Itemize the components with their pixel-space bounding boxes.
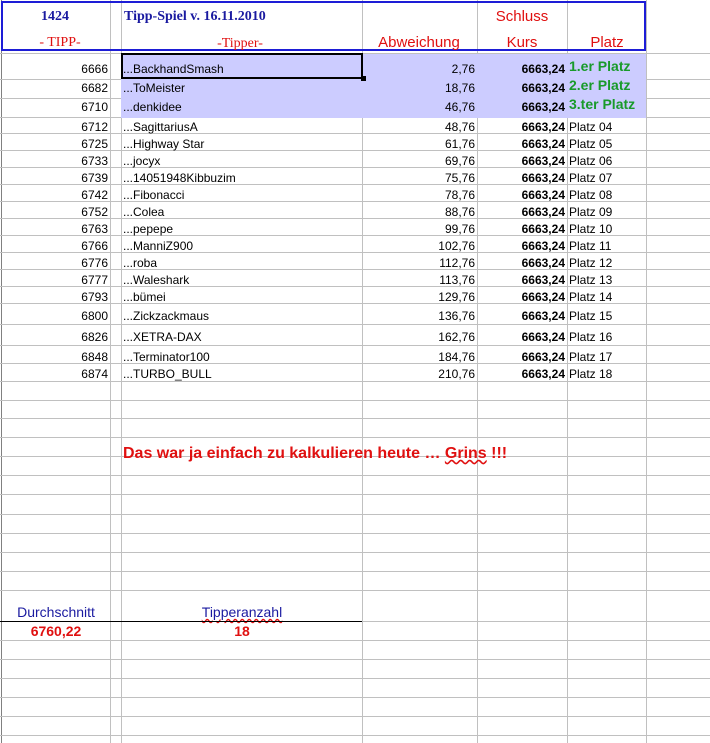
summary-rule [0,621,362,622]
kurs-cell[interactable]: 6663,24 [521,137,565,151]
platz-cell[interactable]: Platz 09 [569,205,613,219]
col-header-tipp[interactable]: - TIPP- [39,35,81,50]
kurs-cell[interactable]: 6663,24 [521,205,565,219]
tipper-cell[interactable]: ...roba [123,256,158,270]
count-label[interactable] [122,604,362,621]
abweichung-cell[interactable]: 61,76 [444,137,475,151]
platz-cell[interactable]: Platz 11 [569,239,612,253]
comment-end: !!! [486,445,508,462]
platz-cell[interactable]: Platz 07 [569,171,613,185]
tipp-cell[interactable]: 6710 [81,100,108,114]
platz-cell[interactable]: Platz 06 [569,154,613,168]
tipp-cell[interactable]: 6800 [81,309,108,323]
kurs-cell[interactable]: 6663,24 [521,350,565,364]
tipp-cell[interactable]: 6666 [81,62,108,76]
row-gridline [0,533,710,534]
col-header-abweichung[interactable]: Abweichung [378,34,460,51]
kurs-cell[interactable]: 6663,24 [521,62,565,76]
tipper-cell[interactable]: ...ManniZ900 [123,239,194,253]
col-header-kurs[interactable]: Kurs [506,34,538,51]
platz-cell[interactable]: 3.ter Platz [569,96,636,112]
platz-cell[interactable]: 1.er Platz [569,58,631,74]
row-gridline [0,678,710,679]
abweichung-cell[interactable]: 129,76 [438,290,475,304]
count-label-text: Tipperanzahl [201,604,283,620]
game-title[interactable]: Tipp-Spiel v. 16.11.2010 [124,9,266,24]
row-gridline [0,659,710,660]
kurs-cell[interactable]: 6663,24 [521,120,565,134]
kurs-cell[interactable]: 6663,24 [521,367,565,381]
platz-cell[interactable]: Platz 13 [569,273,613,287]
tipper-cell[interactable]: ...jocyx [123,154,161,168]
kurs-cell[interactable]: 6663,24 [521,256,565,270]
avg-label[interactable]: Durchschnitt [17,604,95,620]
tipp-cell[interactable]: 6712 [81,120,108,134]
row-gridline [0,697,710,698]
row-gridline [0,590,710,591]
row-gridline [0,640,710,641]
tipp-cell[interactable]: 6733 [81,154,108,168]
tipp-cell[interactable]: 6777 [81,273,108,287]
abweichung-cell[interactable]: 88,76 [444,205,475,219]
tip-count[interactable]: 1424 [41,9,69,24]
tipper-cell[interactable]: ...denkidee [123,100,182,114]
comment-grins: Grins [444,445,487,462]
row-gridline [0,571,710,572]
platz-cell[interactable]: Platz 05 [569,137,613,151]
tipper-cell[interactable]: ...Terminator100 [123,350,210,364]
platz-cell[interactable]: Platz 15 [569,309,613,323]
col-header-platz[interactable]: Platz [590,34,624,51]
platz-cell[interactable]: Platz 12 [569,256,613,270]
row-gridline [0,514,710,515]
comment-main: Das war ja einfach zu kalkulieren heute … [123,445,445,462]
tipper-cell[interactable]: ...Zickzackmaus [123,309,210,323]
kurs-cell[interactable]: 6663,24 [521,290,565,304]
tipper-cell[interactable]: ...XETRA-DAX [123,330,202,344]
tipp-cell[interactable]: 6725 [81,137,108,151]
tipp-cell[interactable]: 6763 [81,222,108,236]
avg-value[interactable]: 6760,22 [30,623,82,639]
tipper-cell[interactable]: ...pepepe [123,222,174,236]
tipper-cell[interactable]: ...bümei [123,290,166,304]
fill-handle[interactable] [361,76,366,81]
selected-cell[interactable] [121,53,363,79]
kurs-cell[interactable]: 6663,24 [521,239,565,253]
tipp-cell[interactable]: 6874 [81,367,108,381]
abweichung-cell[interactable]: 184,76 [438,350,475,364]
tipper-cell[interactable]: ...TURBO_BULL [123,367,212,381]
tipp-cell[interactable]: 6766 [81,239,108,253]
kurs-cell[interactable]: 6663,24 [521,100,565,114]
count-value[interactable]: 18 [234,623,250,639]
platz-cell[interactable]: Platz 04 [569,120,613,134]
kurs-cell[interactable]: 6663,24 [521,171,565,185]
abweichung-cell[interactable]: 112,76 [439,256,475,270]
abweichung-cell[interactable]: 99,76 [444,222,475,236]
comment-text[interactable] [123,444,507,464]
abweichung-cell[interactable]: 48,76 [444,120,475,134]
row-gridline [0,400,710,401]
row-gridline [0,475,710,476]
tipp-cell[interactable]: 6776 [81,256,108,270]
row-gridline [0,735,710,736]
abweichung-cell[interactable]: 2,76 [451,62,475,76]
abweichung-cell[interactable]: 162,76 [438,330,475,344]
kurs-cell[interactable]: 6663,24 [521,188,565,202]
row-gridline [0,716,710,717]
tipper-cell[interactable]: ...SagittariusA [123,120,198,134]
tipper-cell[interactable]: ...Highway Star [123,137,205,151]
abweichung-cell[interactable]: 18,76 [444,81,475,95]
kurs-cell[interactable]: 6663,24 [521,222,565,236]
kurs-cell[interactable]: 6663,24 [521,273,565,287]
tipper-cell[interactable]: ...BackhandSmash [123,62,224,76]
column-gridline [110,0,111,743]
tipp-cell[interactable]: 6848 [81,350,108,364]
abweichung-cell[interactable]: 210,76 [438,367,475,381]
row-gridline [0,418,710,419]
kurs-cell[interactable]: 6663,24 [521,154,565,168]
platz-cell[interactable]: Platz 14 [569,290,613,304]
tipp-cell[interactable]: 6752 [81,205,108,219]
abweichung-cell[interactable]: 46,76 [444,100,475,114]
tipper-cell[interactable]: ...14051948Kibbuzim [123,171,236,185]
schluss-label[interactable]: Schluss [495,8,549,25]
tipp-cell[interactable]: 6739 [81,171,108,185]
tipp-cell[interactable]: 6826 [81,330,108,344]
row-gridline [0,437,710,438]
row-gridline [0,552,710,553]
tipper-cell[interactable]: ...Waleshark [123,273,190,287]
abweichung-cell[interactable]: 78,76 [444,188,475,202]
platz-cell[interactable]: Platz 16 [569,330,613,344]
platz-cell[interactable]: Platz 18 [569,367,613,381]
col-header-tipper[interactable]: -Tipper- [217,36,263,51]
tipper-cell[interactable]: ...ToMeister [123,81,186,95]
abweichung-cell[interactable]: 136,76 [438,309,475,323]
abweichung-cell[interactable]: 113,76 [439,273,475,287]
kurs-cell[interactable]: 6663,24 [521,330,565,344]
tipp-cell[interactable]: 6742 [81,188,108,202]
tipp-cell[interactable]: 6682 [81,81,108,95]
abweichung-cell[interactable]: 75,76 [444,171,475,185]
platz-cell[interactable]: Platz 10 [569,222,613,236]
abweichung-cell[interactable]: 102,76 [438,239,475,253]
tipper-cell[interactable]: ...Fibonacci [123,188,185,202]
column-gridline [646,0,647,743]
abweichung-cell[interactable]: 69,76 [444,154,475,168]
platz-cell[interactable]: Platz 17 [569,350,613,364]
platz-cell[interactable]: Platz 08 [569,188,613,202]
tipper-cell[interactable]: ...Colea [123,205,165,219]
tipp-cell[interactable]: 6793 [81,290,108,304]
kurs-cell[interactable]: 6663,24 [521,81,565,95]
row-gridline [0,494,710,495]
kurs-cell[interactable]: 6663,24 [521,309,565,323]
platz-cell[interactable]: 2.er Platz [569,77,631,93]
